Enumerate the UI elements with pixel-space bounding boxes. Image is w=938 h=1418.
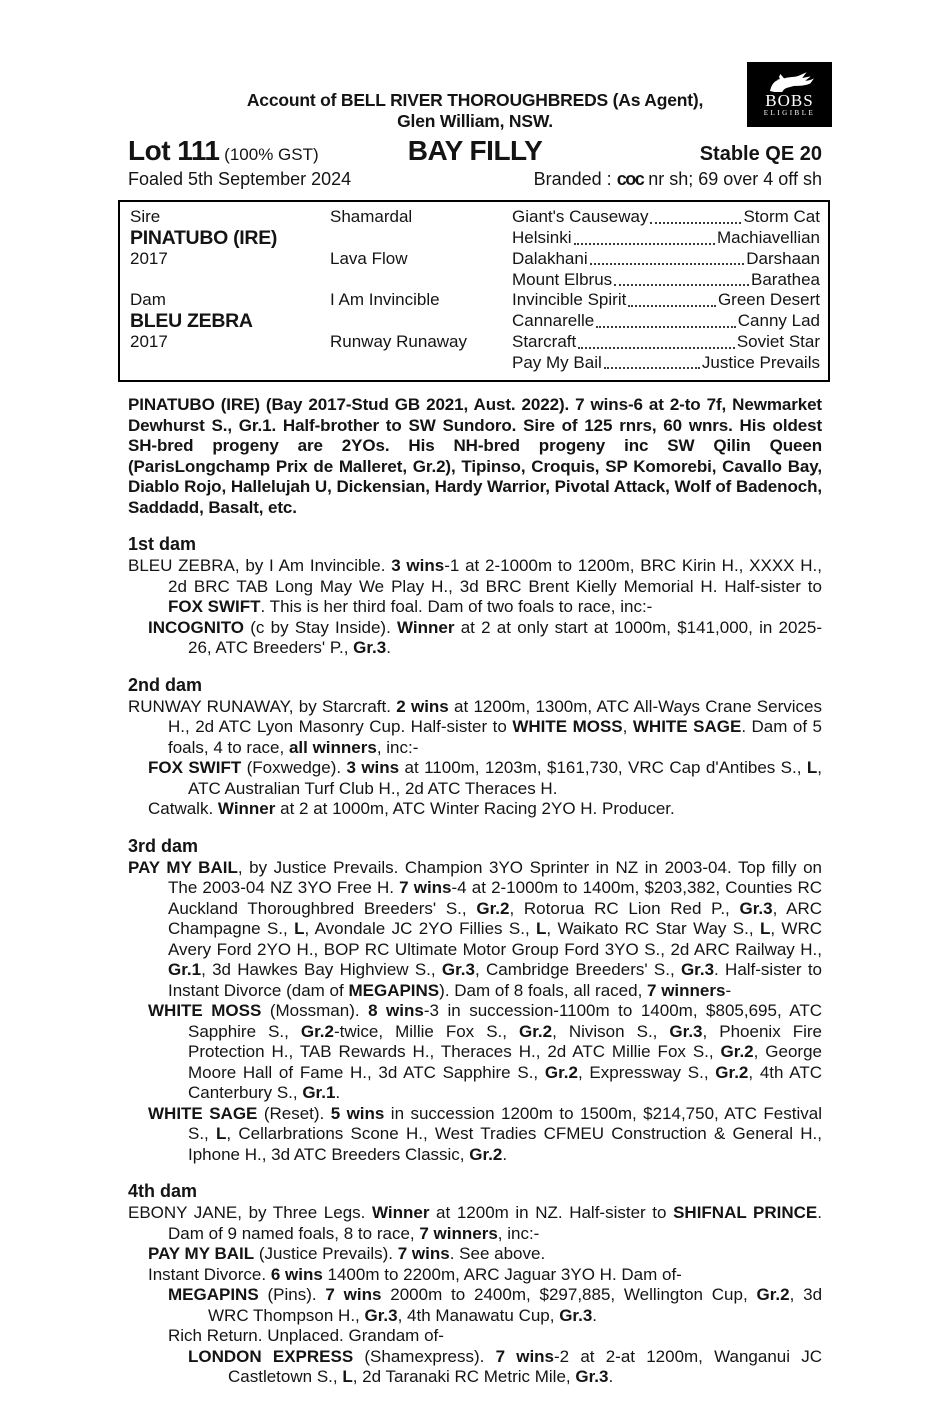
foal-paragraph: PAY MY BAIL (Justice Prevails). 7 wins. See above. — [148, 1244, 546, 1264]
foal-paragraph: Instant Divorce. 6 wins 1400m to 2200m, ARC Jaguar 3YO H. Dam of- — [148, 1264, 682, 1284]
ped-gen2-name: I Am Invincible — [330, 290, 440, 310]
foal-paragraph: WHITE MOSS (Mossman). 8 wins-3 in succession-1100m to 1400m, $805,695, ATC Sapphire S., Gr.2-twice, Millie Fox S., Gr.2, Nivison S., Gr.3, Phoenix Fire Protection H., TAB Rewards H., Theraces H., 2d ATC Millie Fox S., Gr.2, George Moore Hall of Fame H., 3d ATC Sapphire S., Gr.2, Expressway S., Gr.2, 4th ATC Canterbury S., Gr.1. — [148, 1001, 822, 1103]
section-heading: 1st dam — [128, 534, 197, 555]
pedigree-row — [130, 290, 820, 311]
foal-paragraph: FOX SWIFT (Foxwedge). 3 wins at 1100m, 1203m, $161,730, VRC Cap d'Antibes S., L, ATC Australian Turf Club H., 2d ATC Theraces H. — [148, 758, 822, 798]
brand-symbol: coc — [616, 168, 644, 189]
pedigree-row — [130, 311, 820, 332]
dot-leader — [628, 305, 716, 307]
horse-head-icon — [747, 66, 832, 92]
eligible-label: ELIGIBLE — [763, 109, 816, 117]
ped-gen3-pair: Starcraft Soviet Star — [512, 332, 820, 352]
ped-dam-year: 2017 — [130, 331, 168, 351]
pedigree-row — [130, 353, 820, 374]
bobs-eligible-badge — [747, 62, 832, 127]
pedigree-row — [130, 249, 820, 270]
ped-dam-name: BLEU ZEBRA — [130, 309, 253, 332]
ped-gen2-name: Runway Runaway — [330, 331, 468, 351]
section-heading: 3rd dam — [128, 835, 199, 856]
section-2nd-dam — [128, 674, 822, 820]
ped-gen3-pair: Giant's Causeway Storm Cat — [512, 207, 820, 227]
pedigree-table — [118, 200, 830, 382]
foal-paragraph: MEGAPINS (Pins). 7 wins 2000m to 2400m, $297,885, Wellington Cup, Gr.2, 3d WRC Thompson H., Gr.3, 4th Manawatu Cup, Gr.3. — [168, 1285, 823, 1325]
ped-gen3-pair: Pay My Bail Justice Prevails — [512, 352, 820, 372]
ped-sire-name: PINATUBO (IRE) — [130, 226, 278, 249]
foal-paragraph: Rich Return. Unplaced. Grandam of- — [168, 1326, 444, 1346]
stable-number: Stable QE 20 — [699, 143, 822, 165]
dam-paragraph: RUNWAY RUNAWAY, by Starcraft. 2 wins at 1200m, 1300m, ATC All-Ways Crane Services H., 2d ATC Lyon Masonry Cup. Half-sister to WHITE MOSS, WHITE SAGE. Dam of 5 foals, 4 to race, all winners, inc:- — [128, 696, 823, 757]
ped-role-sire: Sire — [130, 207, 161, 226]
dam-paragraph: BLEU ZEBRA, by I Am Invincible. 3 wins-1 at 2-1000m to 1200m, BRC Kirin H., XXXX H., 2d BRC TAB Long May We Play H., 3d BRC Brent Kielly Memorial H. Half-sister to FOX SWIFT. This is her third foal. Dam of two foals to race, inc:- — [128, 556, 822, 617]
dam-paragraph: EBONY JANE, by Three Legs. Winner at 1200m in NZ. Half-sister to SHIFNAL PRINCE. Dam of 9 named foals, 8 to race, 7 winners, inc:- — [128, 1203, 822, 1243]
foal-paragraph: WHITE SAGE (Reset). 5 wins in succession 1200m to 1500m, $214,750, ATC Festival S., L, Cellarbrations Scone H., West Tradies CFMEU Construction & General H., Iphone H., 3d ATC Breeders Classic, Gr.2. — [148, 1103, 822, 1164]
section-4th-dam — [128, 1180, 822, 1388]
location-line: Glen William, NSW. — [397, 111, 553, 131]
dot-leader — [650, 222, 741, 224]
ped-gen3-pair: Cannarelle Canny Lad — [512, 311, 820, 331]
pedigree-row — [130, 332, 820, 353]
ped-sire-year: 2017 — [130, 248, 168, 268]
ped-gen3-pair: Helsinki Machiavellian — [512, 228, 820, 248]
section-heading: 2nd dam — [128, 674, 203, 695]
gst-note: (100% GST) — [224, 145, 319, 164]
ped-gen2-name: Lava Flow — [330, 248, 408, 268]
section-3rd-dam — [128, 835, 822, 1166]
lot-number: Lot 111 — [128, 135, 220, 166]
foaled-brand-row — [128, 169, 822, 190]
dot-leader — [578, 347, 735, 349]
account-line: Account of BELL RIVER THOROUGHBREDS (As Agent), — [246, 90, 704, 110]
section-1st-dam — [128, 533, 822, 659]
lot-title-row — [128, 135, 822, 166]
ped-role-dam: Dam — [130, 290, 166, 310]
ped-gen3-pair: Invincible Spirit Green Desert — [512, 290, 820, 310]
section-heading: 4th dam — [128, 1181, 198, 1202]
horse-title: BAY FILLY — [407, 135, 543, 166]
dam-paragraph: PAY MY BAIL, by Justice Prevails. Champion 3YO Sprinter in NZ in 2003-04. Top filly on The 2003-04 NZ 3YO Free H. 7 wins-4 at 2-1000m to 1400m, $203,382, Counties RC Auckland Thoroughbred Breeders' S., Gr.2, Rotorua RC Lion Red P., Gr.3, ARC Champagne S., L, Avondale JC 2YO Fillies S., L, Waikato RC Star Way S., L, WRC Avery Ford 2YO H., BOP RC Ultimate Motor Group Ford 3YO S., 2d ARC Railway H., Gr.1, 3d Hawkes Bay Highview S., Gr.3, Cambridge Breeders' S., Gr.3. Half-sister to Instant Divorce (dam of MEGAPINS). Dam of 8 foals, all raced, 7 winners- — [128, 857, 823, 1000]
foal-paragraph: LONDON EXPRESS (Shamexpress). 7 wins-2 at 2-at 1200m, Wanganui JC Castletown S., L, 2d Taranaki RC Metric Mile, Gr.3. — [188, 1346, 822, 1387]
ped-gen3-pair: Dalakhani Darshaan — [512, 248, 820, 268]
pedigree-row — [130, 228, 820, 249]
foaled-date: Foaled 5th September 2024 — [128, 168, 352, 189]
sire-summary: PINATUBO (IRE) (Bay 2017-Stud GB 2021, Aust. 2022). 7 wins-6 at 2-to 7f, Newmarket Dewhurst S., Gr.1. Half-brother to SW Sundoro. Sire of 125 rnrs, 60 wnrs. His oldest SH-bred progeny are 2YOs. His NH-bred progeny inc SW Qilin Queen (ParisLongchamp Prix de Malleret, Gr.2), Tipinso, Croquis, SP Komorebi, Cavallo Bay, Diablo Rojo, Hallelujah U, Dickensian, Hardy Warrior, Pivotal Attack, Wolf of Badenoch, Saddadd, Basalt, etc. — [128, 395, 822, 517]
ped-gen2-name: Shamardal — [330, 207, 413, 226]
bobs-label: BOBS — [765, 91, 814, 110]
ped-gen3-pair: Mount Elbrus Barathea — [512, 269, 820, 289]
dot-leader — [604, 367, 700, 369]
dot-leader — [596, 326, 736, 328]
foal-paragraph: INCOGNITO (c by Stay Inside). Winner at 2 at only start at 1000m, $141,000, in 2025-26, ATC Breeders' P., Gr.3. — [148, 617, 822, 658]
dot-leader — [614, 284, 749, 286]
brand-details: Branded : coc nr sh; 69 over 4 off sh — [533, 168, 822, 189]
pedigree-row — [130, 207, 820, 228]
dot-leader — [574, 243, 715, 245]
pedigree-row — [130, 269, 820, 290]
dot-leader — [590, 263, 745, 265]
foal-paragraph: Catwalk. Winner at 2 at 1000m, ATC Winter Racing 2YO H. Producer. — [148, 799, 675, 819]
